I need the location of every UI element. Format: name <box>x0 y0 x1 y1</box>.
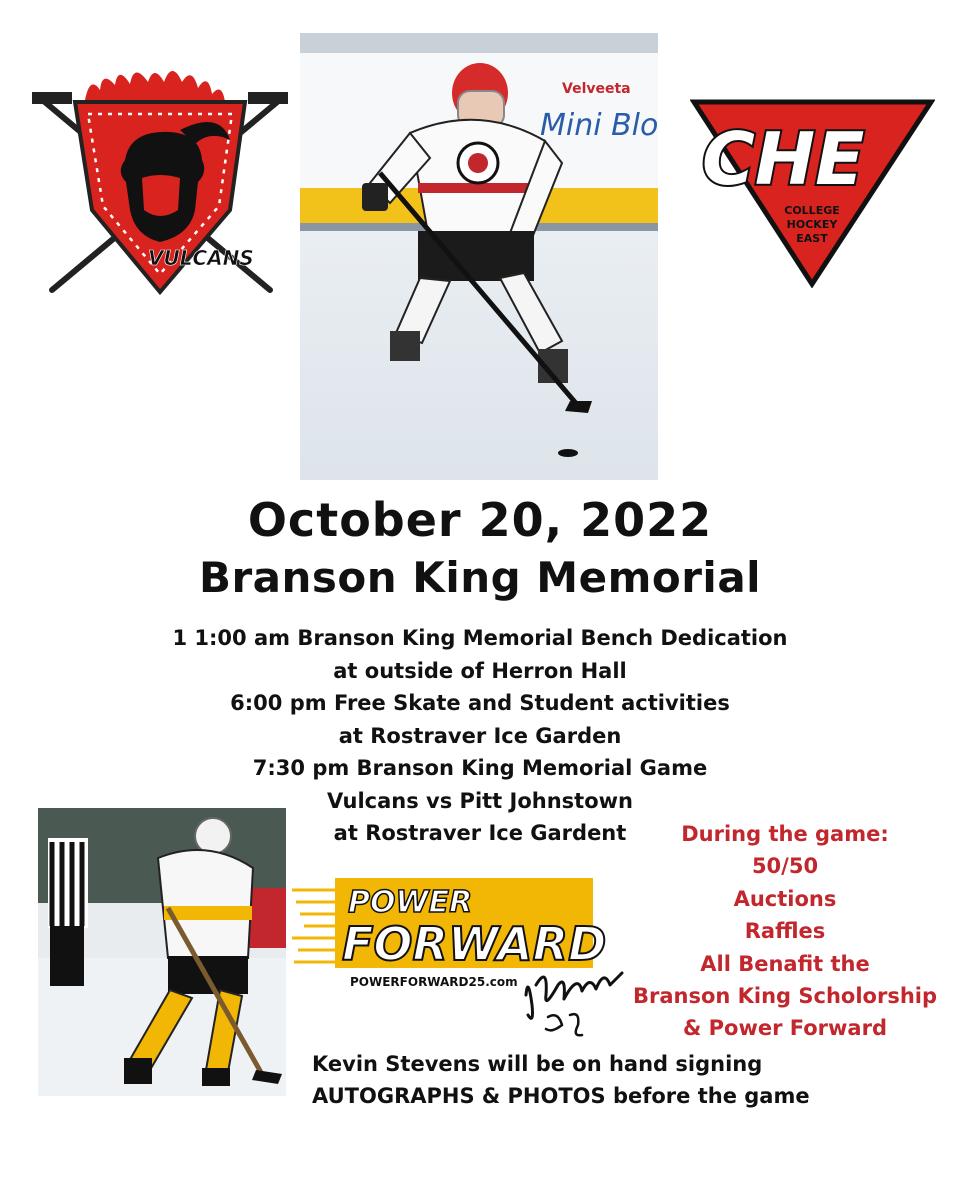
schedule-line: 7:30 pm Branson King Memorial Game <box>252 756 708 780</box>
power-forward-url: POWERFORWARD25.com <box>350 975 518 989</box>
kevin-stevens-signature <box>518 955 628 1050</box>
game-extras-item: Branson King Scholorship <box>632 984 938 1009</box>
schedule-line: at outside of Herron Hall <box>333 658 627 683</box>
game-extras-heading: During the game: <box>681 822 889 846</box>
board-ad-brand: Velveeta <box>562 81 631 97</box>
che-logo <box>690 98 935 288</box>
schedule-line: at Rostraver Ice Gardent <box>333 821 627 845</box>
board-ad-text: Mini Blo <box>540 108 658 143</box>
che-line-college: COLLEGE <box>784 204 840 217</box>
schedule-line: 1 1:00 am Branson King Memorial Bench Dedication <box>172 626 788 650</box>
event-name: Branson King Memorial <box>198 553 762 602</box>
vulcans-logo-text: VULCANS <box>148 246 254 270</box>
che-line-east: EAST <box>796 232 828 245</box>
kevin-stevens-photo <box>38 808 286 1096</box>
che-letters: CHE <box>702 117 865 201</box>
power-forward-word-forward: FORWARD <box>342 917 607 971</box>
power-forward-word-power: POWER <box>348 885 473 920</box>
autograph-line-1: Kevin Stevens will be on hand signing <box>312 1052 763 1076</box>
schedule-line: 6:00 pm Free Skate and Student activities <box>230 691 730 715</box>
che-line-hockey: HOCKEY <box>786 218 838 231</box>
game-extras <box>620 818 950 1045</box>
game-extras-item: Raffles <box>744 919 826 944</box>
game-extras-item: & Power Forward <box>683 1016 887 1041</box>
game-extras-item: Auctions <box>733 886 837 911</box>
hero-player-photo <box>300 33 658 480</box>
autograph-note <box>312 1048 832 1112</box>
schedule-line: Vulcans vs Pitt Johnstown <box>327 788 633 813</box>
event-date: October 20, 2022 <box>247 493 713 547</box>
autograph-line-2: AUTOGRAPHS & PHOTOS before the game <box>312 1084 810 1108</box>
vulcans-logo <box>30 60 292 300</box>
game-extras-item: 50/50 <box>751 854 819 879</box>
schedule-line: at Rostraver Ice Garden <box>338 723 622 748</box>
game-extras-item: All Benafit the <box>700 951 870 976</box>
